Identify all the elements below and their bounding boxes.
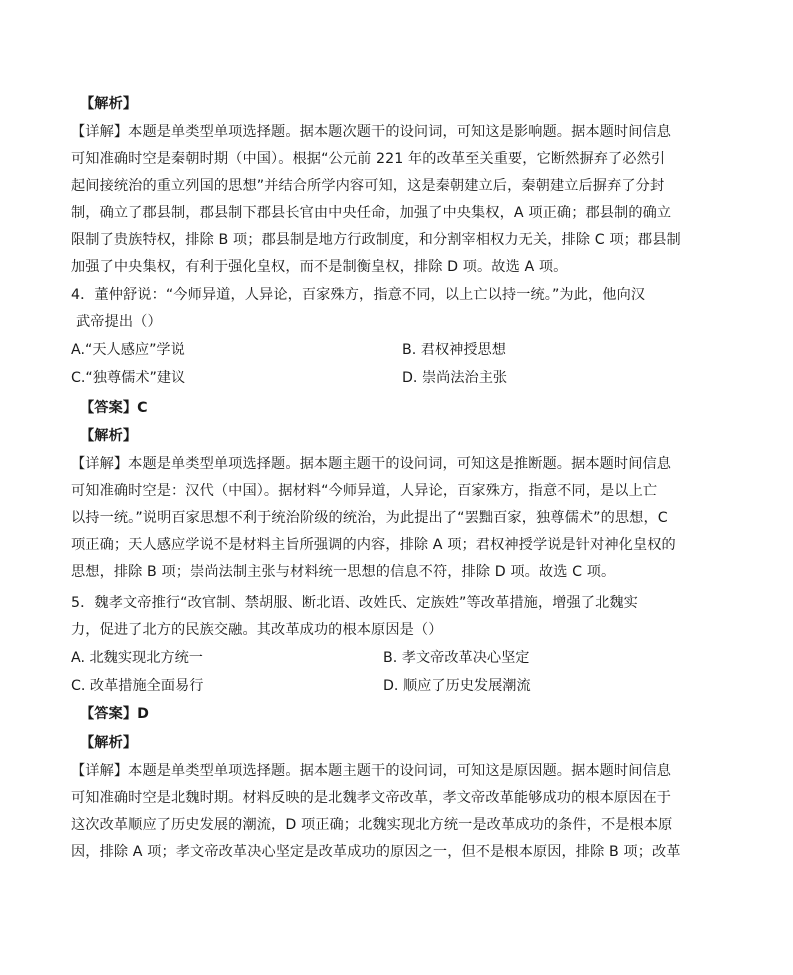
question-5-stem: 5．魏孝文帝推行“改官制、禁胡服、断北语、改姓氏、定族姓”等改革措施，增强了北魏实 <box>71 595 638 611</box>
paragraph-line: 可知准确时空是秦朝时期（中国）。根据“公元前 221 年的改革至关重要，它断然摒弃了必然引 <box>71 151 666 167</box>
paragraph-line: 项正确；天人感应学说不是材料主旨所强调的内容，排除 A 项；君权神授学说是针对神化皇权的 <box>71 537 676 553</box>
paragraph-line: 加强了中央集权，有利于强化皇权，而不是制衡皇权，排除 D 项。故选 A 项。 <box>71 259 568 275</box>
paragraph-line: 限制了贵族特权，排除 B 项；郡县制是地方行政制度，和分割宰相权力无关，排除 C 项；郡县制 <box>71 232 681 248</box>
analysis-tag: 【解析】 <box>80 428 138 444</box>
question-4-option-d: D. 崇尚法治主张 <box>402 370 508 386</box>
paragraph-line: 起间接统治的重立列国的思想”并结合所学内容可知，这是秦朝建立后，秦朝建立后摒弃了分封 <box>71 178 665 194</box>
question-5-option-b: B. 孝文帝改革决心坚定 <box>383 650 530 666</box>
question-4-option-b: B. 君权神授思想 <box>402 342 506 358</box>
analysis-tag: 【解析】 <box>80 735 138 751</box>
question-5-option-c: C. 改革措施全面易行 <box>71 678 204 694</box>
paragraph-line: 以持一统。”说明百家思想不利于统治阶级的统治，为此提出了“罢黜百家，独尊儒术”的思想，C <box>71 510 668 526</box>
question-4-stem: 4．董仲舒说：“今师异道，人异论，百家殊方，指意不同，以上亡以持一统。”为此，他向汉 <box>71 287 646 303</box>
question-5-option-d: D. 顺应了历史发展潮流 <box>383 678 531 694</box>
paragraph-line: 因，排除 A 项；孝文帝改革决心坚定是改革成功的原因之一，但不是根本原因，排除 B 项；改革 <box>71 844 681 860</box>
question-4-answer: 【答案】C <box>80 400 148 416</box>
analysis-tag: 【解析】 <box>80 96 138 112</box>
paragraph-line: 思想，排除 B 项；崇尚法制主张与材料统一思想的信息不符，排除 D 项。故选 C 项。 <box>71 564 616 580</box>
question-5-stem-cont: 力，促进了北方的民族交融。其改革成功的根本原因是（） <box>71 622 443 638</box>
question-4-stem-cont: 武帝提出（） <box>76 314 162 330</box>
question-5-answer: 【答案】D <box>80 706 150 722</box>
paragraph-line: 制，确立了郡县制，郡县制下郡县长官由中央任命，加强了中央集权，A 项正确；郡县制的确立 <box>71 205 672 221</box>
paragraph-line: 可知准确时空是北魏时期。材料反映的是北魏孝文帝改革，孝文帝改革能够成功的根本原因在于 <box>71 790 672 806</box>
paragraph-line: 【详解】本题是单类型单项选择题。据本题主题干的设问词，可知这是原因题。据本题时间信息 <box>71 763 672 779</box>
paragraph-line: 【详解】本题是单类型单项选择题。据本题主题干的设问词，可知这是推断题。据本题时间信息 <box>71 456 672 472</box>
question-5-option-a: A. 北魏实现北方统一 <box>71 650 203 666</box>
paragraph-line: 可知准确时空是：汉代（中国）。据材料“今师异道，人异论，百家殊方，指意不同，是以上亡 <box>71 483 658 499</box>
paragraph-line: 【详解】本题是单类型单项选择题。据本题次题干的设问词，可知这是影响题。据本题时间信息 <box>71 124 672 140</box>
question-4-option-c: C.“独尊儒术”建议 <box>71 370 186 386</box>
question-4-option-a: A.“天人感应”学说 <box>71 342 185 358</box>
paragraph-line: 这次改革顺应了历史发展的潮流，D 项正确；北魏实现北方统一是改革成功的条件，不是根本原 <box>71 817 673 833</box>
